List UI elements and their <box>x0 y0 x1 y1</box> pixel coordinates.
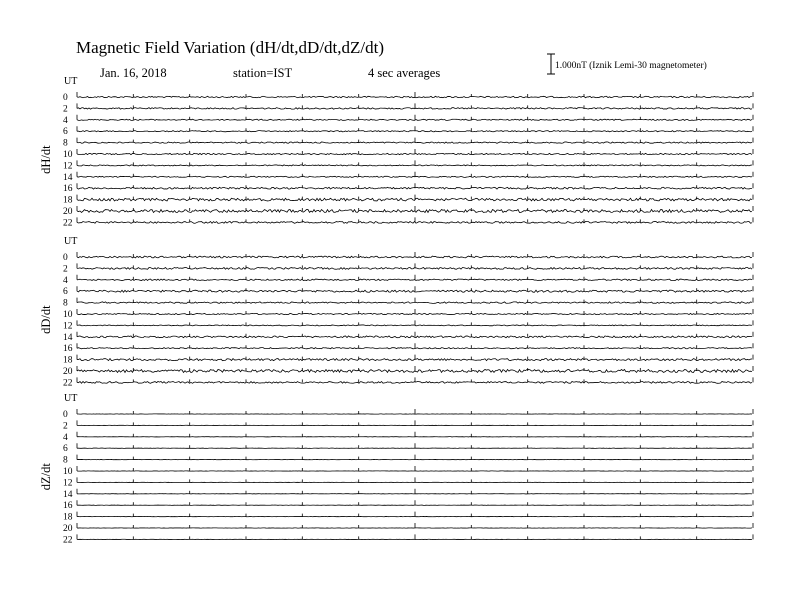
trace-line <box>77 290 752 292</box>
panels-group <box>39 76 753 545</box>
trace-line <box>77 268 752 270</box>
panel-label: dD/dt <box>39 305 53 334</box>
hour-label: 0 <box>63 93 68 103</box>
hour-label: 10 <box>63 150 73 160</box>
ut-label: UT <box>64 236 78 247</box>
trace-line <box>77 302 752 304</box>
hour-label: 8 <box>63 138 68 149</box>
trace-line <box>77 142 752 143</box>
trace-line <box>77 131 752 132</box>
hour-label: 14 <box>63 172 73 183</box>
hour-label: 4 <box>63 432 68 443</box>
trace-line <box>77 279 752 280</box>
hour-label: 6 <box>63 444 68 455</box>
trace-line <box>77 359 752 361</box>
hour-label: 6 <box>63 287 68 298</box>
scale-bar <box>547 54 707 74</box>
trace-line <box>77 96 752 97</box>
panel-dhdt <box>39 76 753 228</box>
hour-label: 14 <box>63 332 73 343</box>
hour-label: 4 <box>63 275 68 286</box>
trace-line <box>77 348 752 349</box>
hour-label: 10 <box>63 310 73 320</box>
date-label: Jan. 16, 2018 <box>100 66 167 80</box>
trace-line <box>77 313 752 314</box>
hour-label: 8 <box>63 455 68 466</box>
chart-title: Magnetic Field Variation (dH/dt,dD/dt,dZ/dt) <box>76 38 385 57</box>
ut-label: UT <box>64 76 78 87</box>
trace-line <box>77 336 752 338</box>
hour-label: 22 <box>63 218 73 229</box>
trace-line <box>77 222 752 224</box>
trace-line <box>77 198 752 201</box>
trace-line <box>77 153 752 154</box>
hour-label: 22 <box>63 378 73 389</box>
averaging-label: 4 sec averages <box>368 66 441 80</box>
hour-label: 0 <box>63 253 68 263</box>
hour-label: 20 <box>63 207 73 217</box>
scale-bar-label: 1.000nT (Iznik Lemi-30 magnetometer) <box>555 61 707 71</box>
station-label: station=IST <box>233 66 293 80</box>
hour-label: 8 <box>63 298 68 309</box>
hour-label: 6 <box>63 127 68 138</box>
panel-label: dH/dt <box>39 145 53 174</box>
hour-label: 0 <box>63 410 68 420</box>
hour-label: 10 <box>63 467 73 477</box>
hour-label: 12 <box>63 478 73 489</box>
trace-line <box>77 370 752 373</box>
trace-line <box>77 108 752 110</box>
trace-line <box>77 382 752 384</box>
hour-label: 22 <box>63 535 73 546</box>
ut-label: UT <box>64 393 78 404</box>
trace-line <box>77 176 752 177</box>
hour-label: 2 <box>63 421 68 432</box>
hour-label: 18 <box>63 355 73 366</box>
panel-dddt <box>39 236 753 388</box>
trace-line <box>77 210 752 213</box>
trace-line <box>77 256 752 258</box>
hour-label: 16 <box>63 501 73 512</box>
hour-label: 12 <box>63 321 73 332</box>
hour-label: 2 <box>63 264 68 275</box>
trace-line <box>77 325 752 326</box>
hour-label: 16 <box>63 344 73 355</box>
trace-line <box>77 165 752 166</box>
hour-label: 20 <box>63 524 73 534</box>
trace-line <box>77 119 752 120</box>
panel-dzdt <box>39 393 753 545</box>
hour-label: 20 <box>63 367 73 377</box>
hour-label: 16 <box>63 184 73 195</box>
trace-line <box>77 187 752 189</box>
panel-label: dZ/dt <box>39 463 53 491</box>
hour-label: 14 <box>63 489 73 500</box>
hour-label: 18 <box>63 195 73 206</box>
hour-label: 4 <box>63 115 68 126</box>
hour-label: 18 <box>63 512 73 523</box>
hour-label: 12 <box>63 161 73 172</box>
hour-label: 2 <box>63 104 68 115</box>
